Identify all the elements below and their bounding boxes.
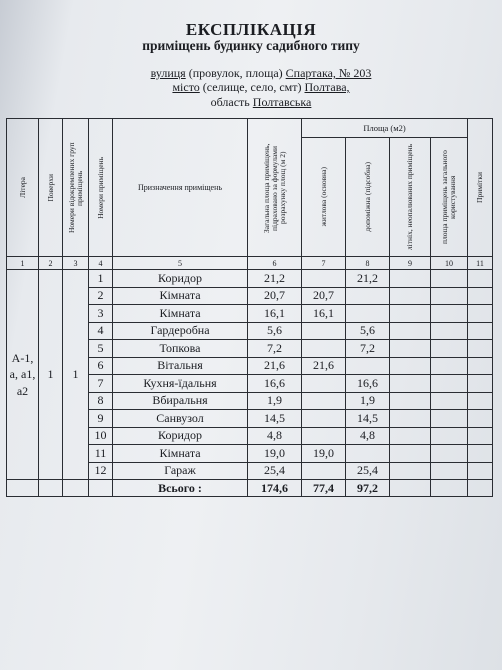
purpose-cell: Гардеробна [113, 322, 248, 340]
aux-area-cell: 16,6 [346, 375, 390, 393]
purpose-cell: Кімната [113, 445, 248, 463]
living-area-cell [302, 462, 346, 480]
document-title: ЕКСПЛІКАЦІЯ [185, 20, 317, 39]
aux-area-cell: 25,4 [346, 462, 390, 480]
summer-area-cell [390, 375, 431, 393]
living-area-sum: 77,4 [302, 480, 346, 497]
header-litera: Літера [7, 119, 39, 257]
total-area-cell: 16,1 [248, 305, 302, 323]
address-region-line [20, 95, 502, 110]
column-number: 8 [346, 257, 390, 270]
header-floors: Поверхи [39, 119, 63, 257]
summer-area-cell [390, 427, 431, 445]
column-number: 2 [39, 257, 63, 270]
room-number-cell: 4 [89, 322, 113, 340]
column-number: 9 [390, 257, 431, 270]
room-number-cell: 9 [89, 410, 113, 428]
notes-cell [468, 445, 493, 463]
group-cell: 1 [63, 270, 89, 480]
notes-cell [468, 410, 493, 428]
summer-area-cell [390, 357, 431, 375]
purpose-cell: Кухня-їдальня [113, 375, 248, 393]
summer-area-cell [390, 287, 431, 305]
aux-area-sum: 97,2 [346, 480, 390, 497]
header-room-numbers: Номери приміщень [89, 119, 113, 257]
header-living: житлова (основна) [302, 138, 346, 257]
total-empty-cell [468, 480, 493, 497]
total-empty-cell [390, 480, 431, 497]
notes-cell [468, 392, 493, 410]
column-number: 6 [248, 257, 302, 270]
total-area-cell: 20,7 [248, 287, 302, 305]
purpose-cell: Кімната [113, 305, 248, 323]
total-empty-cell [39, 480, 63, 497]
column-number: 1 [7, 257, 39, 270]
total-empty-cell [7, 480, 39, 497]
purpose-cell: Гараж [113, 462, 248, 480]
living-area-cell [302, 427, 346, 445]
room-number-cell: 6 [89, 357, 113, 375]
room-number-cell: 11 [89, 445, 113, 463]
notes-cell [468, 462, 493, 480]
common-area-cell [431, 392, 468, 410]
column-number: 5 [113, 257, 248, 270]
header-total-area: Загальна площа приміщень, підраховано за формулами розрахунку площ (м 2) [248, 119, 302, 257]
purpose-cell: Вітальня [113, 357, 248, 375]
total-area-cell: 21,6 [248, 357, 302, 375]
total-area-cell: 7,2 [248, 340, 302, 358]
notes-cell [468, 322, 493, 340]
aux-area-cell: 5,6 [346, 322, 390, 340]
notes-cell [468, 427, 493, 445]
total-empty-cell [431, 480, 468, 497]
total-label: Всього : [113, 480, 248, 497]
city-label: місто [172, 80, 200, 94]
living-area-cell [302, 410, 346, 428]
street-rest: (провулок, площа) [188, 66, 283, 80]
total-area-cell: 14,5 [248, 410, 302, 428]
common-area-cell [431, 427, 468, 445]
street-label: вулиця [150, 66, 186, 80]
purpose-cell: Кімната [113, 287, 248, 305]
address-street-line [20, 66, 502, 81]
room-number-cell: 2 [89, 287, 113, 305]
purpose-cell: Топкова [113, 340, 248, 358]
living-area-cell: 19,0 [302, 445, 346, 463]
floor-cell: 1 [39, 270, 63, 480]
purpose-cell: Коридор [113, 427, 248, 445]
explication-table [6, 118, 493, 497]
living-area-cell: 20,7 [302, 287, 346, 305]
common-area-cell [431, 375, 468, 393]
header-purpose: Призначення приміщень [113, 119, 248, 257]
address-city-line [20, 80, 502, 95]
total-area-cell: 5,6 [248, 322, 302, 340]
aux-area-cell [346, 357, 390, 375]
aux-area-cell: 21,2 [346, 270, 390, 288]
common-area-cell [431, 410, 468, 428]
total-empty-cell [89, 480, 113, 497]
total-row [7, 480, 493, 497]
aux-area-cell [346, 445, 390, 463]
total-area-cell: 1,9 [248, 392, 302, 410]
common-area-cell [431, 445, 468, 463]
notes-cell [468, 270, 493, 288]
notes-cell [468, 340, 493, 358]
summer-area-cell [390, 445, 431, 463]
purpose-cell: Коридор [113, 270, 248, 288]
common-area-cell [431, 462, 468, 480]
table-body [7, 270, 493, 497]
aux-area-cell: 4,8 [346, 427, 390, 445]
aux-area-cell: 14,5 [346, 410, 390, 428]
common-area-cell [431, 322, 468, 340]
street-value: Спартака, № 203 [285, 66, 372, 80]
table-row [7, 270, 493, 288]
total-area-cell: 25,4 [248, 462, 302, 480]
living-area-cell [302, 270, 346, 288]
common-area-cell [431, 357, 468, 375]
city-rest: (селище, село, смт) [202, 80, 302, 94]
header-group-numbers: Номери відокремлених груп приміщень [63, 119, 89, 257]
purpose-cell: Санвузол [113, 410, 248, 428]
total-area-cell: 16,6 [248, 375, 302, 393]
summer-area-cell [390, 340, 431, 358]
total-area-sum: 174,6 [248, 480, 302, 497]
column-number: 4 [89, 257, 113, 270]
living-area-cell [302, 392, 346, 410]
summer-area-cell [390, 322, 431, 340]
summer-area-cell [390, 410, 431, 428]
room-number-cell: 3 [89, 305, 113, 323]
column-number: 10 [431, 257, 468, 270]
region-label: область [210, 95, 250, 109]
living-area-cell: 16,1 [302, 305, 346, 323]
summer-area-cell [390, 392, 431, 410]
living-area-cell [302, 322, 346, 340]
notes-cell [468, 375, 493, 393]
document-subtitle: приміщень будинку садибного типу [142, 38, 360, 53]
header-summer: літніх, неопалюваних приміщень [390, 138, 431, 257]
purpose-cell: Вбиральня [113, 392, 248, 410]
column-number: 3 [63, 257, 89, 270]
room-number-cell: 10 [89, 427, 113, 445]
litera-cell: А-1, а, а1, а2 [7, 270, 39, 480]
total-area-cell: 4,8 [248, 427, 302, 445]
summer-area-cell [390, 305, 431, 323]
living-area-cell [302, 375, 346, 393]
total-area-cell: 19,0 [248, 445, 302, 463]
notes-cell [468, 287, 493, 305]
common-area-cell [431, 270, 468, 288]
aux-area-cell: 1,9 [346, 392, 390, 410]
header-common: площа приміщень загального користування [431, 138, 468, 257]
living-area-cell: 21,6 [302, 357, 346, 375]
column-number-row [7, 257, 493, 270]
column-number: 7 [302, 257, 346, 270]
region-value: Полтавська [252, 95, 312, 109]
common-area-cell [431, 340, 468, 358]
room-number-cell: 12 [89, 462, 113, 480]
aux-area-cell [346, 287, 390, 305]
header-area-group: Площа (м2) [302, 119, 468, 138]
living-area-cell [302, 340, 346, 358]
header-auxiliary: допоміжна (підсобна) [346, 138, 390, 257]
total-area-cell: 21,2 [248, 270, 302, 288]
column-number: 11 [468, 257, 493, 270]
notes-cell [468, 305, 493, 323]
city-value: Полтава, [304, 80, 350, 94]
header-notes: Примітки [468, 119, 493, 257]
summer-area-cell [390, 270, 431, 288]
room-number-cell: 1 [89, 270, 113, 288]
room-number-cell: 5 [89, 340, 113, 358]
notes-cell [468, 357, 493, 375]
aux-area-cell [346, 305, 390, 323]
total-empty-cell [63, 480, 89, 497]
room-number-cell: 7 [89, 375, 113, 393]
common-area-cell [431, 305, 468, 323]
room-number-cell: 8 [89, 392, 113, 410]
summer-area-cell [390, 462, 431, 480]
common-area-cell [431, 287, 468, 305]
aux-area-cell: 7,2 [346, 340, 390, 358]
